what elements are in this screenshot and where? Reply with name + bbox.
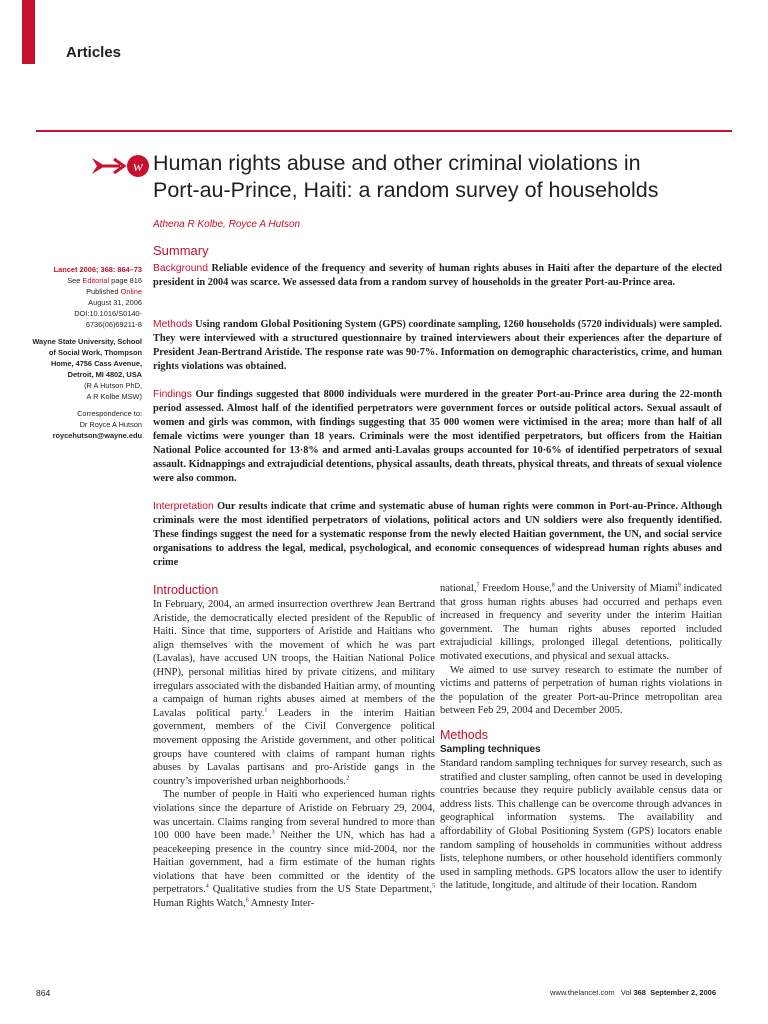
online-link[interactable]: Online	[120, 287, 142, 296]
article-title	[153, 150, 713, 204]
methods-paragraph-1: Standard random sampling techniques for survey research, such as stratified and cluster sampling, often cannot be used in developing countries because they require publicly available census data or address lists. This challenge can be overcome through advances in geographical information systems. The availability and affordability of Global Positioning System (GPS) locators enable random sampling of households in communities without address lists, telephone numbers, or other household identifiers commonly used in sampling methods. GPS locators allow the user to identify the latitude, longitude, and altitude of their location. Random	[440, 757, 722, 892]
correspondence-label: Correspondence to:	[77, 409, 142, 418]
doi-line-2: 6736(06)69211-8	[85, 320, 142, 329]
intro-paragraph-1: In February, 2004, an armed insurrection overthrew Jean Bertrand Aristide, the democratically elected president of the Republic of Haiti. Since that time, supporters of Aristide and Haitians who align themselves with the movement of which he was part (Lavalas), have accused UN troops, the Haitian National Police (HNP), personal militias hired by private citizens, and military irregulars associated with the disbanded Haitian army, of mounting a campaign of human rights abuses aimed at members of the Lavalas political party.$^1$ Leaders in the interim Haitian government, members of the Civil Convergence political movement opposing the Aristide government, and other political groups have countered with claims of rampant human rights abuses by Lavalas partisans and pro-Aristide gangs in the country’s impoverished urban neighborhoods.$^2$	[153, 599, 435, 787]
interpretation-label: Interpretation	[153, 501, 214, 512]
published-online: Published Online	[86, 287, 142, 296]
correspondence-email[interactable]: roycehutson@wayne.edu	[52, 431, 142, 440]
article-sidebar	[24, 264, 142, 441]
article-badges	[90, 152, 152, 180]
intro-paragraph-3: We aimed to use survey research to estimate the number of victims and patterns of perpetration of human rights violations in the population of the greater Port-au-Prince metropolitan area between Feb 29, 2004 and December 2005.	[440, 664, 722, 717]
abstract-findings: Findings Our findings suggested that 8000 individuals were murdered in the greater Port-au-Prince area during the 22-month period assessed. Almost half of the identified perpetrators were government forces or outside political actors. Sexual assault of women and girls was common, with findings suggesting that 35 000 women were victimised in the area; more than half of all female victims were younger than 18 years. Criminals were the most identified perpetrators, but officers from the Haitian National Police accounted for 13·8% and armed anti-Lavalas groups accounted for 10·6% of identified perpetrators of sexual assault. Kidnappings and extrajudicial detentions, physical assaults, death threats, physical threats, and threats of sexual violence were also common.	[153, 389, 722, 484]
sampling-subheading: Sampling techniques	[440, 743, 541, 755]
page-number: 864	[36, 988, 51, 998]
section-label: Articles	[66, 44, 122, 61]
doi-line-1: DOI:10.1016/S0140-	[74, 309, 142, 318]
findings-label: Findings	[153, 389, 192, 400]
author-list: Athena R Kolbe, Royce A Hutson	[153, 219, 301, 230]
journal-url[interactable]: www.thelancet.com	[550, 988, 615, 997]
intro-paragraph-2: The number of people in Haiti who experienced human rights violations since the departure of Aristide on February 29, 2004, was uncertain. Claims ranging from several hundred to more than 100 000 have been made.$^3$ Neither the UN, which has had a peacekeeping presence in the country since mid-2004, nor the Haitian government, had a firm estimate of the human rights violations that have been committed or the identity of the perpetrators.$^4$ Qualitative studies from the US State Department,$^5$ Human Rights Watch,$^6$ Amnesty Inter-	[153, 789, 435, 910]
abstract-background: Background Reliable evidence of the frequency and severity of human rights abuses in Haiti after the departure of the elected president in 2004 was scarce. We assessed data from a random survey of households in the greater Port-au-Prince area.	[153, 263, 722, 288]
volume: 368	[633, 988, 646, 997]
citation: Lancet 2006; 368: 864–73	[53, 265, 142, 274]
affiliation-line-3: Home, 4756 Cass Avenue,	[50, 359, 142, 368]
methods-label: Methods	[153, 319, 193, 330]
affiliation-line-4: Detroit, MI 4802, USA	[67, 370, 142, 379]
publication-date: August 31, 2006	[88, 298, 142, 307]
issue-date: September 2, 2006	[650, 988, 716, 997]
web-extra-icon[interactable]	[127, 155, 149, 177]
header-rule	[36, 130, 732, 132]
abstract-methods: Methods Using random Global Positioning System (GPS) coordinate sampling, 1260 households (5720 individuals) were sampled. They were interviewed with a structured questionnaire by trained interviewers about their experiences after the departure of President Jean-Bertrand Aristide. The response rate was 90·7%. Information on demographic characteristics, crime, and human rights violations was obtained.	[153, 319, 722, 372]
svg-text:w: w	[132, 159, 144, 175]
see-also-arrow-icon	[92, 158, 124, 174]
brand-red-bar	[22, 0, 35, 64]
abstract-interpretation: Interpretation Our results indicate that crime and systematic abuse of human rights were common in Port-au-Prince. Although criminals were the most identified perpetrators of violations, political actors and UN soldiers were also frequently identified. These findings suggest the need for a systematic response from the newly elected Haitian government, the UN, and social service organisations to address the legal, medical, psychological, and economic consequences of widespread human rights abuses and crime	[153, 501, 722, 568]
summary-heading: Summary	[153, 243, 209, 258]
introduction-heading: Introduction	[153, 583, 219, 597]
body-column-left	[153, 582, 435, 911]
intro-paragraph-2-cont: national,$^7$ Freedom House,$^8$ and the University of Miami$^9$ indicated that gross human rights abuses had occurred and perhaps even increased in frequency and severity under the interim Haitian government. The human rights abuses reported included extrajudicial killings, prolonged illegal detentions, politically motivated executions, and physical and sexual attacks.	[440, 582, 723, 662]
affiliation-line-1: Wayne State University, School	[32, 337, 142, 346]
title-line-2: Port-au-Prince, Haiti: a random survey of households	[153, 178, 659, 202]
affiliation-line-2: of Social Work, Thompson	[48, 348, 142, 357]
background-label: Background	[153, 263, 208, 274]
body-column-right	[440, 582, 722, 893]
author-degree-1: (R A Hutson PhD,	[84, 381, 142, 390]
title-line-1: Human rights abuse and other criminal violations in	[153, 151, 641, 175]
author-degree-2: A R Kolbe MSW)	[86, 392, 142, 401]
see-also: See Editorial page 816	[67, 276, 142, 285]
methods-heading: Methods	[440, 727, 488, 742]
journal-footer: www.thelancet.com Vol 368 September 2, 2006	[550, 988, 716, 997]
editorial-link[interactable]: Editorial	[82, 276, 110, 285]
correspondence-name: Dr Royce A Hutson	[79, 420, 142, 429]
